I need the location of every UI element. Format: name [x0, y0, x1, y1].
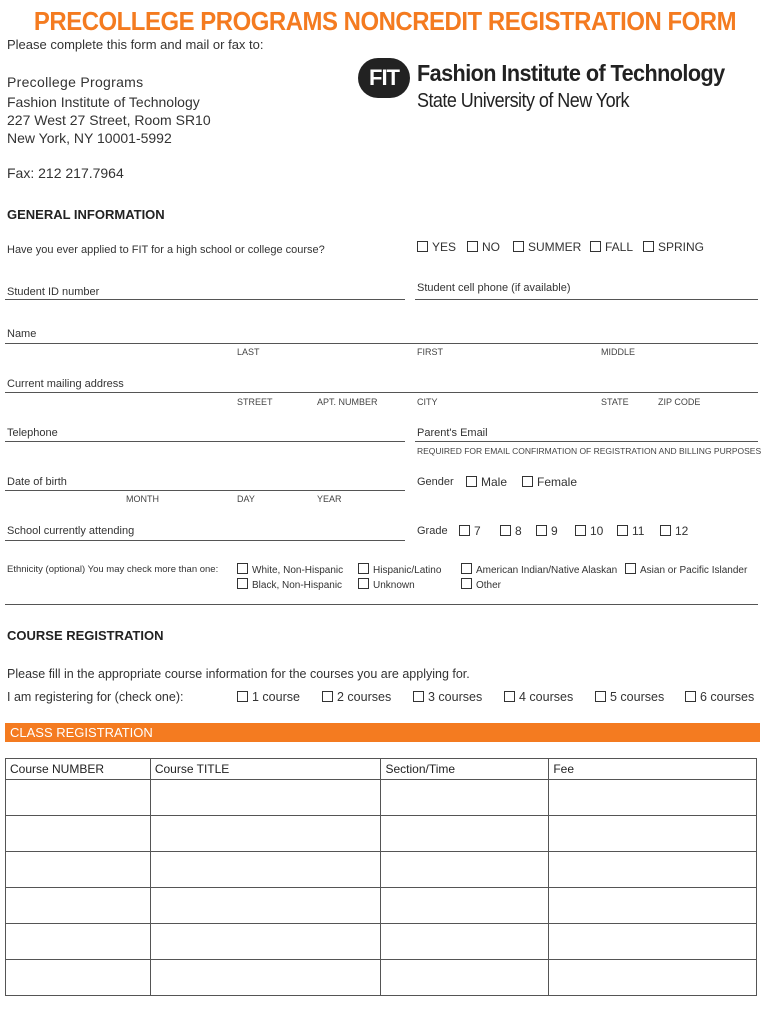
- checkbox-icon[interactable]: [237, 563, 248, 574]
- student-id-field[interactable]: [5, 299, 405, 300]
- table-row: [6, 852, 757, 888]
- checkbox-icon[interactable]: [461, 563, 472, 574]
- checkbox-icon[interactable]: [643, 241, 654, 252]
- parent-email-label: Parent's Email: [417, 427, 488, 439]
- checkbox-icon[interactable]: [461, 578, 472, 589]
- instructions-text: Please complete this form and mail or fax to:: [7, 37, 264, 52]
- student-id-label: Student ID number: [7, 286, 100, 298]
- course-count-3-option[interactable]: 3 courses: [413, 690, 482, 704]
- checkbox-icon[interactable]: [500, 525, 511, 536]
- section-time-cell[interactable]: [381, 924, 549, 960]
- fee-cell[interactable]: [549, 960, 757, 996]
- checkbox-icon[interactable]: [513, 241, 524, 252]
- course-title-cell[interactable]: [150, 780, 381, 816]
- state-caption: STATE: [601, 397, 629, 407]
- cell-phone-field[interactable]: [415, 299, 758, 300]
- course-registration-heading: COURSE REGISTRATION: [7, 628, 164, 643]
- course-number-cell[interactable]: [6, 852, 151, 888]
- fee-cell[interactable]: [549, 780, 757, 816]
- gender-male-option[interactable]: Male: [466, 475, 507, 489]
- gender-female-option[interactable]: Female: [522, 475, 577, 489]
- name-first-caption: FIRST: [417, 347, 443, 357]
- registering-label: I am registering for (check one):: [7, 690, 184, 704]
- section-time-cell[interactable]: [381, 852, 549, 888]
- checkbox-icon[interactable]: [625, 563, 636, 574]
- parent-email-field[interactable]: [415, 441, 758, 442]
- checkbox-icon[interactable]: [575, 525, 586, 536]
- cell-phone-label: Student cell phone (if available): [417, 282, 571, 294]
- checkbox-icon[interactable]: [358, 578, 369, 589]
- section-time-cell[interactable]: [381, 816, 549, 852]
- grade-8-option[interactable]: 8: [500, 524, 522, 538]
- telephone-label: Telephone: [7, 427, 58, 439]
- address-line-4: New York, NY 10001-5992: [7, 130, 172, 146]
- column-header-section-time: Section/Time: [381, 759, 549, 780]
- dob-year-caption: YEAR: [317, 494, 342, 504]
- checkbox-icon[interactable]: [467, 241, 478, 252]
- table-header-row: [6, 759, 757, 780]
- course-number-cell[interactable]: [6, 924, 151, 960]
- course-title-cell[interactable]: [150, 816, 381, 852]
- ethnicity-label: Ethnicity (optional) You may check more than one:: [7, 564, 219, 575]
- section-time-cell[interactable]: [381, 888, 549, 924]
- ethnicity-black-option[interactable]: Black, Non-Hispanic: [237, 578, 342, 591]
- fee-cell[interactable]: [549, 852, 757, 888]
- table-row: [6, 924, 757, 960]
- address-line-3: 227 West 27 Street, Room SR10: [7, 112, 211, 128]
- table-row: [6, 780, 757, 816]
- checkbox-icon[interactable]: [504, 691, 515, 702]
- course-number-cell[interactable]: [6, 888, 151, 924]
- applied-question: Have you ever applied to FIT for a high school or college course?: [7, 244, 325, 256]
- address-line-2: Fashion Institute of Technology: [7, 94, 200, 110]
- address-line-1: Precollege Programs: [7, 74, 144, 90]
- fax-number: Fax: 212 217.7964: [7, 165, 124, 181]
- name-label: Name: [7, 328, 37, 340]
- checkbox-icon[interactable]: [617, 525, 628, 536]
- name-field[interactable]: [5, 343, 758, 344]
- grade-9-option[interactable]: 9: [536, 524, 558, 538]
- applied-fall-option[interactable]: FALL: [590, 240, 633, 254]
- table-row: [6, 816, 757, 852]
- grade-label: Grade: [417, 525, 448, 537]
- class-registration-table: [5, 758, 757, 996]
- course-number-cell[interactable]: [6, 780, 151, 816]
- ethnicity-hispanic-option[interactable]: Hispanic/Latino: [358, 563, 441, 576]
- course-title-cell[interactable]: [150, 924, 381, 960]
- grade-12-option[interactable]: 12: [660, 524, 688, 538]
- table-row: [6, 960, 757, 996]
- checkbox-icon[interactable]: [322, 691, 333, 702]
- name-last-caption: LAST: [237, 347, 260, 357]
- applied-yes-option[interactable]: YES: [417, 240, 456, 254]
- school-label: School currently attending: [7, 525, 135, 537]
- form-title: PRECOLLEGE PROGRAMS NONCREDIT REGISTRATION FORM: [33, 6, 737, 36]
- checkbox-icon[interactable]: [358, 563, 369, 574]
- checkbox-icon[interactable]: [595, 691, 606, 702]
- checkbox-icon[interactable]: [685, 691, 696, 702]
- checkbox-icon[interactable]: [660, 525, 671, 536]
- checkbox-icon[interactable]: [466, 476, 477, 487]
- course-instruction: Please fill in the appropriate course information for the courses you are applying for.: [7, 667, 470, 681]
- course-count-6-option[interactable]: 6 courses: [685, 690, 754, 704]
- apt-caption: APT. NUMBER: [317, 397, 378, 407]
- applied-spring-option[interactable]: SPRING: [643, 240, 704, 254]
- course-count-5-option[interactable]: 5 courses: [595, 690, 664, 704]
- course-title-cell[interactable]: [150, 960, 381, 996]
- course-number-cell[interactable]: [6, 816, 151, 852]
- zip-caption: ZIP CODE: [658, 397, 701, 407]
- street-caption: STREET: [237, 397, 273, 407]
- table-row: [6, 888, 757, 924]
- dob-day-caption: DAY: [237, 494, 255, 504]
- fee-cell[interactable]: [549, 924, 757, 960]
- course-count-4-option[interactable]: 4 courses: [504, 690, 573, 704]
- checkbox-icon[interactable]: [237, 578, 248, 589]
- checkbox-icon[interactable]: [237, 691, 248, 702]
- dob-field[interactable]: [5, 490, 405, 491]
- class-registration-banner: CLASS REGISTRATION: [5, 723, 760, 742]
- telephone-field[interactable]: [5, 441, 405, 442]
- applied-summer-option[interactable]: SUMMER: [513, 240, 581, 254]
- dob-label: Date of birth: [7, 476, 67, 488]
- ethnicity-native-option[interactable]: American Indian/Native Alaskan: [461, 563, 617, 576]
- column-header-fee: Fee: [549, 759, 757, 780]
- checkbox-icon[interactable]: [590, 241, 601, 252]
- course-count-1-option[interactable]: 1 course: [237, 690, 300, 704]
- logo-subtitle: State University of New York: [417, 90, 629, 112]
- checkbox-icon[interactable]: [536, 525, 547, 536]
- address-label: Current mailing address: [7, 378, 124, 390]
- grade-10-option[interactable]: 10: [575, 524, 603, 538]
- applied-no-option[interactable]: NO: [467, 240, 500, 254]
- name-middle-caption: MIDDLE: [601, 347, 636, 357]
- column-header-course-number: Course NUMBER: [6, 759, 151, 780]
- course-count-2-option[interactable]: 2 courses: [322, 690, 391, 704]
- checkbox-icon[interactable]: [413, 691, 424, 702]
- ethnicity-white-option[interactable]: White, Non-Hispanic: [237, 563, 343, 576]
- logo-name: Fashion Institute of Technology: [417, 60, 725, 86]
- course-number-cell[interactable]: [6, 960, 151, 996]
- fit-logo: FIT: [358, 58, 410, 98]
- section-time-cell[interactable]: [381, 780, 549, 816]
- ethnicity-unknown-option[interactable]: Unknown: [358, 578, 415, 591]
- column-header-course-title: Course TITLE: [150, 759, 381, 780]
- school-field[interactable]: [5, 540, 405, 541]
- grade-11-option[interactable]: 11: [617, 524, 644, 538]
- grade-7-option[interactable]: 7: [459, 524, 481, 538]
- checkbox-icon[interactable]: [417, 241, 428, 252]
- course-title-cell[interactable]: [150, 888, 381, 924]
- ethnicity-asian-option[interactable]: Asian or Pacific Islander: [625, 563, 747, 576]
- fee-cell[interactable]: [549, 816, 757, 852]
- section-time-cell[interactable]: [381, 960, 549, 996]
- city-caption: CITY: [417, 397, 438, 407]
- general-info-heading: GENERAL INFORMATION: [7, 207, 165, 222]
- fee-cell[interactable]: [549, 888, 757, 924]
- email-note: REQUIRED FOR EMAIL CONFIRMATION OF REGISTRATION AND BILLING PURPOSES: [417, 446, 762, 456]
- checkbox-icon[interactable]: [459, 525, 470, 536]
- address-field[interactable]: [5, 392, 758, 393]
- ethnicity-other-option[interactable]: Other: [461, 578, 501, 591]
- section-divider: [5, 604, 758, 605]
- checkbox-icon[interactable]: [522, 476, 533, 487]
- dob-month-caption: MONTH: [126, 494, 159, 504]
- course-title-cell[interactable]: [150, 852, 381, 888]
- gender-label: Gender: [417, 476, 454, 488]
